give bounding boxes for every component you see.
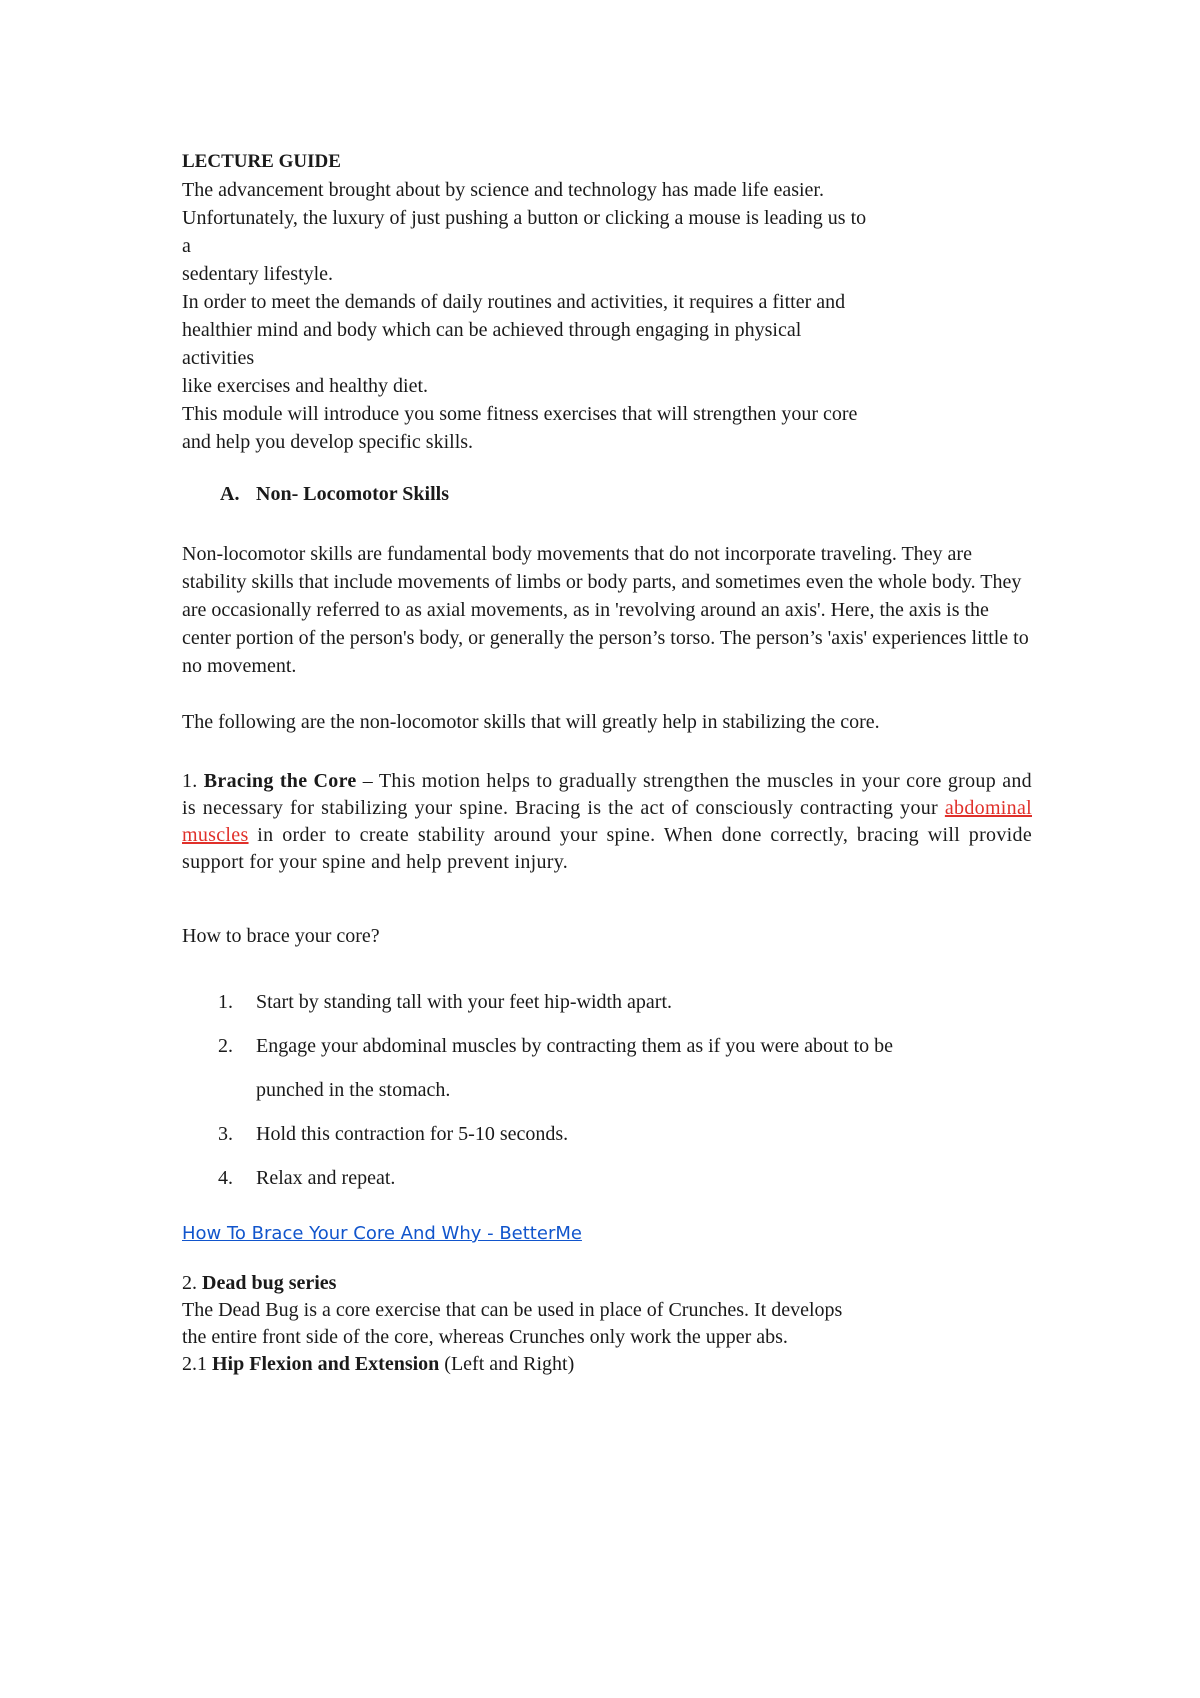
dead-bug-title: Dead bug series [202,1272,337,1294]
list-item [182,1112,1032,1156]
dead-bug-line: the entire front side of the core, whereas Crunches only work the upper abs. [182,1326,788,1348]
document-content [182,148,1032,1378]
bracing-text-before: – This motion helps to gradually strengthen the muscles in your core group and is necessary for stabilizing your spine. Bracing is the act of consciously contracting your [182,770,1032,819]
list-item [182,1024,1032,1068]
abdominal-muscles-link[interactable]: abdominal muscles [182,797,1032,846]
bracing-text-after: in order to create stability around your spine. When done correctly, bracing will provide support for your spine and help prevent injury. [182,824,1032,873]
intro-paragraph [182,176,1032,456]
intro-line: and help you develop specific skills. [182,431,474,453]
intro-line: This module will introduce you some fitness exercises that will strengthen your core [182,403,858,425]
intro-line: Unfortunately, the luxury of just pushing a button or clicking a mouse is leading us to [182,207,867,229]
intro-line: sedentary lifestyle. [182,263,334,285]
hip-flexion-number: 2.1 [182,1353,207,1375]
step-number: 1. [218,991,233,1013]
list-item [182,980,1032,1024]
step-text: Start by standing tall with your feet hip-width apart. [256,991,673,1013]
intro-line: a [182,235,191,257]
step-text: Engage your abdominal muscles by contracting them as if you were about to be [256,1035,894,1057]
following-paragraph: The following are the non-locomotor skills that will greatly help in stabilizing the core. [182,711,880,733]
dead-bug-number: 2. [182,1272,197,1294]
intro-line: In order to meet the demands of daily routines and activities, it requires a fitter and [182,291,846,313]
bracing-steps-list [182,980,1032,1200]
step-number: 3. [218,1123,233,1145]
step-text: Hold this contraction for 5-10 seconds. [256,1123,569,1145]
list-item [182,1156,1032,1200]
dead-bug-line: The Dead Bug is a core exercise that can be used in place of Crunches. It develops [182,1299,843,1321]
dead-bug-section [182,1270,1032,1378]
intro-line: activities [182,347,255,369]
hip-flexion-note: (Left and Right) [444,1353,575,1375]
section-heading-text: Non- Locomotor Skills [256,483,449,505]
betterme-reference-link[interactable]: How To Brace Your Core And Why - BetterMe [182,1223,582,1244]
step-number: 4. [218,1167,233,1189]
dead-bug-heading [182,1270,1032,1297]
non-locomotor-paragraph: Non-locomotor skills are fundamental body movements that do not incorporate traveling. They are stability skills that include movements of limbs or body parts, and sometimes even the whole body. They are occasionally referred to as axial movements, as in 'revolving around an axis'. Here, the axis is the center portion of the person's body, or generally the person’s torso. The person’s 'axis' experiences little to no movement. [182,543,1029,677]
bracing-paragraph [182,768,1032,876]
intro-line: healthier mind and body which can be achieved through engaging in physical [182,319,802,341]
section-heading-non-locomotor [182,480,1032,508]
hip-flexion-heading [182,1351,1032,1378]
brace-question: How to brace your core? [182,925,380,947]
bracing-number: 1. [182,770,198,792]
intro-line: The advancement brought about by science and technology has made life easier. [182,179,824,201]
hip-flexion-title: Hip Flexion and Extension [212,1353,440,1375]
bracing-title: Bracing the Core [203,770,357,792]
intro-line: like exercises and healthy diet. [182,375,429,397]
step-text: Relax and repeat. [256,1167,396,1189]
step-text: punched in the stomach. [256,1079,451,1101]
section-letter: A. [220,483,240,505]
list-item [182,1068,1032,1112]
document-title: LECTURE GUIDE [182,151,341,172]
step-number: 2. [218,1035,233,1057]
